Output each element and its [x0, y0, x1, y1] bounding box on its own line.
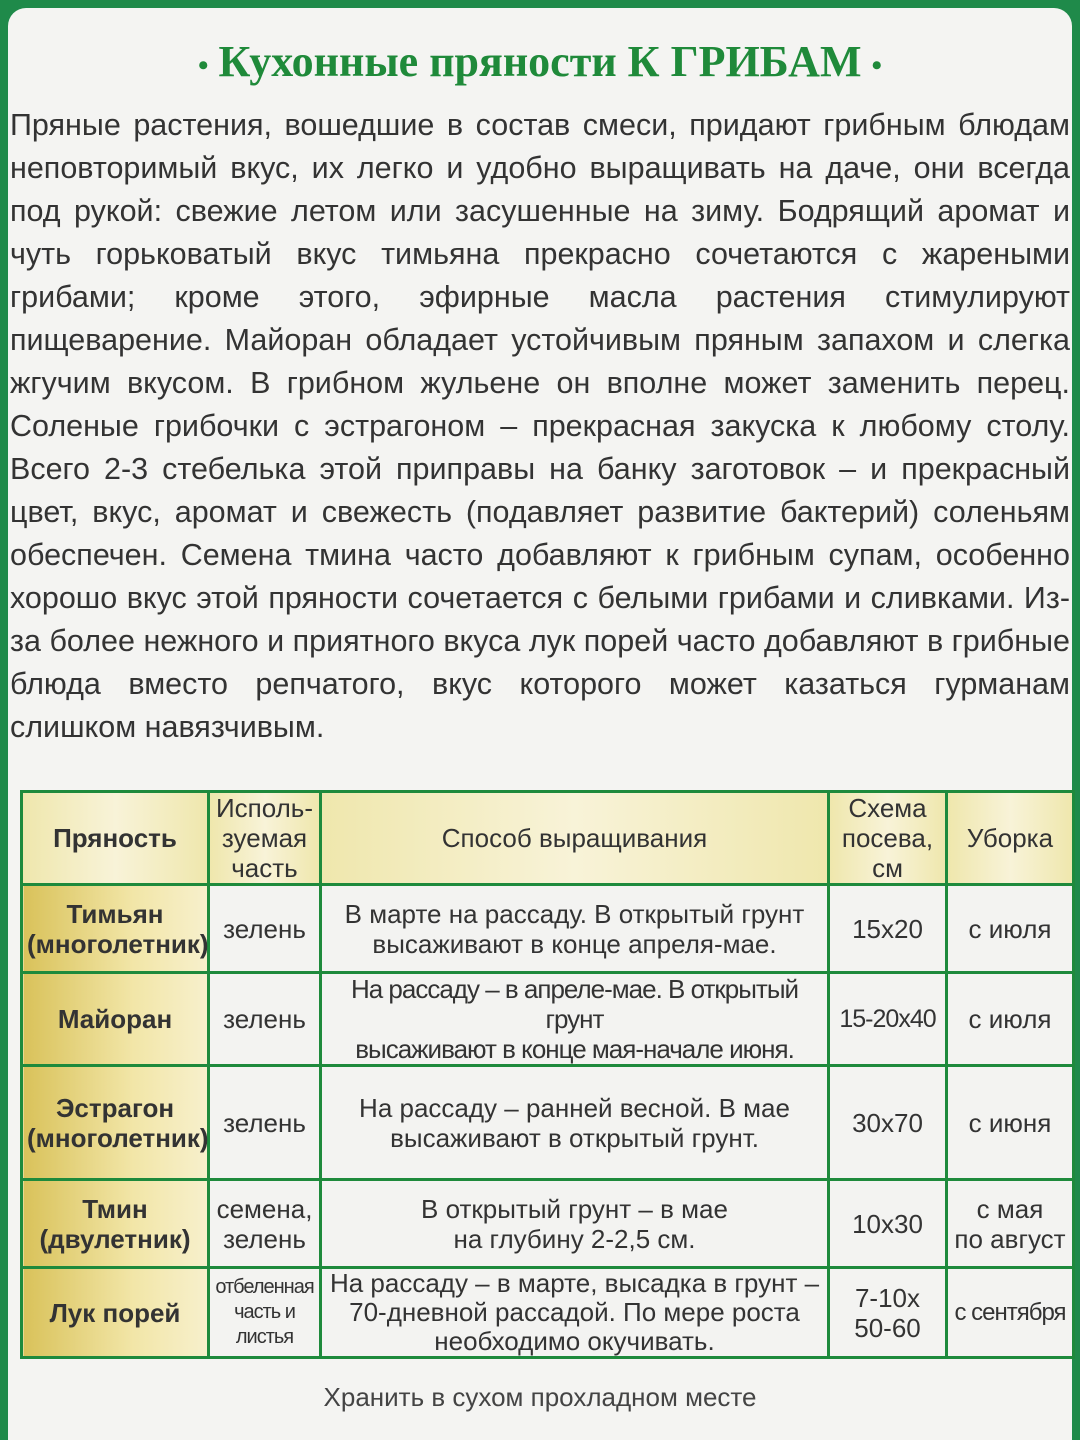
sowing-scheme: 15х20 — [829, 885, 947, 973]
growing-method: На рассаду – в апреле-мае. В открытый грунт высаживают в конце мая-начале июня. — [321, 973, 829, 1066]
header-spice: Пряность — [22, 792, 209, 885]
title-text: Кухонные пряности К ГРИБАМ — [218, 37, 862, 86]
used-part: зелень — [209, 885, 321, 973]
storage-note: Хранить в сухом прохладном месте — [323, 1382, 757, 1412]
table-header-row — [22, 792, 1074, 885]
spice-name: Эстрагон (многолетник) — [22, 1066, 209, 1180]
header-used-part: Исполь- зуемая часть — [209, 792, 321, 885]
sowing-scheme: 30х70 — [829, 1066, 947, 1180]
table-row — [22, 1268, 1074, 1358]
header-scheme: Схема посева, см — [829, 792, 947, 885]
table-row — [22, 1180, 1074, 1268]
header-harvest: Уборка — [947, 792, 1074, 885]
used-part: семена, зелень — [209, 1180, 321, 1268]
growing-method: На рассаду – ранней весной. В мае высаживают в открытый грунт. — [321, 1066, 829, 1180]
spice-name: Тимьян (многолетник) — [22, 885, 209, 973]
harvest-time: с июля — [947, 885, 1074, 973]
title-bullet-right: • — [871, 48, 883, 82]
table-row — [22, 1066, 1074, 1180]
sowing-scheme: 10х30 — [829, 1180, 947, 1268]
sowing-scheme: 7-10х 50-60 — [829, 1268, 947, 1358]
harvest-time: с мая по август — [947, 1180, 1074, 1268]
harvest-time: с июня — [947, 1066, 1074, 1180]
spice-name: Лук порей — [22, 1268, 209, 1358]
spice-name: Майоран — [22, 973, 209, 1066]
sowing-scheme: 15-20х40 — [829, 973, 947, 1066]
harvest-time: с июля — [947, 973, 1074, 1066]
header-method: Способ выращивания — [321, 792, 829, 885]
table-row — [22, 973, 1074, 1066]
growing-method: В открытый грунт – в мае на глубину 2-2,5 см. — [321, 1180, 829, 1268]
growing-method: В марте на рассаду. В открытый грунт высаживают в конце апреля-мае. — [321, 885, 829, 973]
growing-method: На рассаду – в марте, высадка в грунт – 70-дневной рассадой. По мере роста необходимо окучивать. — [321, 1268, 829, 1358]
used-part: зелень — [209, 1066, 321, 1180]
used-part: отбеленная часть и листья — [209, 1268, 321, 1358]
title-bullet-left: • — [197, 48, 209, 82]
spice-table — [20, 790, 1075, 1359]
used-part: зелень — [209, 973, 321, 1066]
spice-name: Тмин (двулетник) — [22, 1180, 209, 1268]
table-row — [22, 885, 1074, 973]
package-label — [8, 8, 1072, 1440]
harvest-time: с сентября — [947, 1268, 1074, 1358]
intro-paragraph: Пряные растения, вошедшие в состав смеси, придают грибным блюдам неповторимый вкус, их легко и удобно выращивать на даче, они всегда под рукой: свежие летом или засушенные на зиму. Бодрящий аромат и чуть горьковатый вкус тимьяна прекрасно сочетаются с жареными грибами; кроме этого, эфирные масла растения стимулируют пищеварение. Майоран обладает устойчивым пряным запахом и слегка жгучим вкусом. В грибном жульене он вполне может заменить перец. Соленые грибочки с эстрагоном – прекрасная закуска к любому столу. Всего 2-3 стебелька этой приправы на банку заготовок – и прекрасный цвет, вкус, аромат и свежесть (подавляет развитие бактерий) соленьям обеспечен. Семена тмина часто добавляют к грибным супам, особенно хорошо вкус этой пряности сочетается с белыми грибами и сливками. Из-за более нежного и приятного вкуса лук порей часто добавляют в грибные блюда вместо репчатого, вкус которого может казаться гурманам слишком навязчивым. — [10, 108, 1070, 744]
page-title — [8, 36, 1072, 87]
